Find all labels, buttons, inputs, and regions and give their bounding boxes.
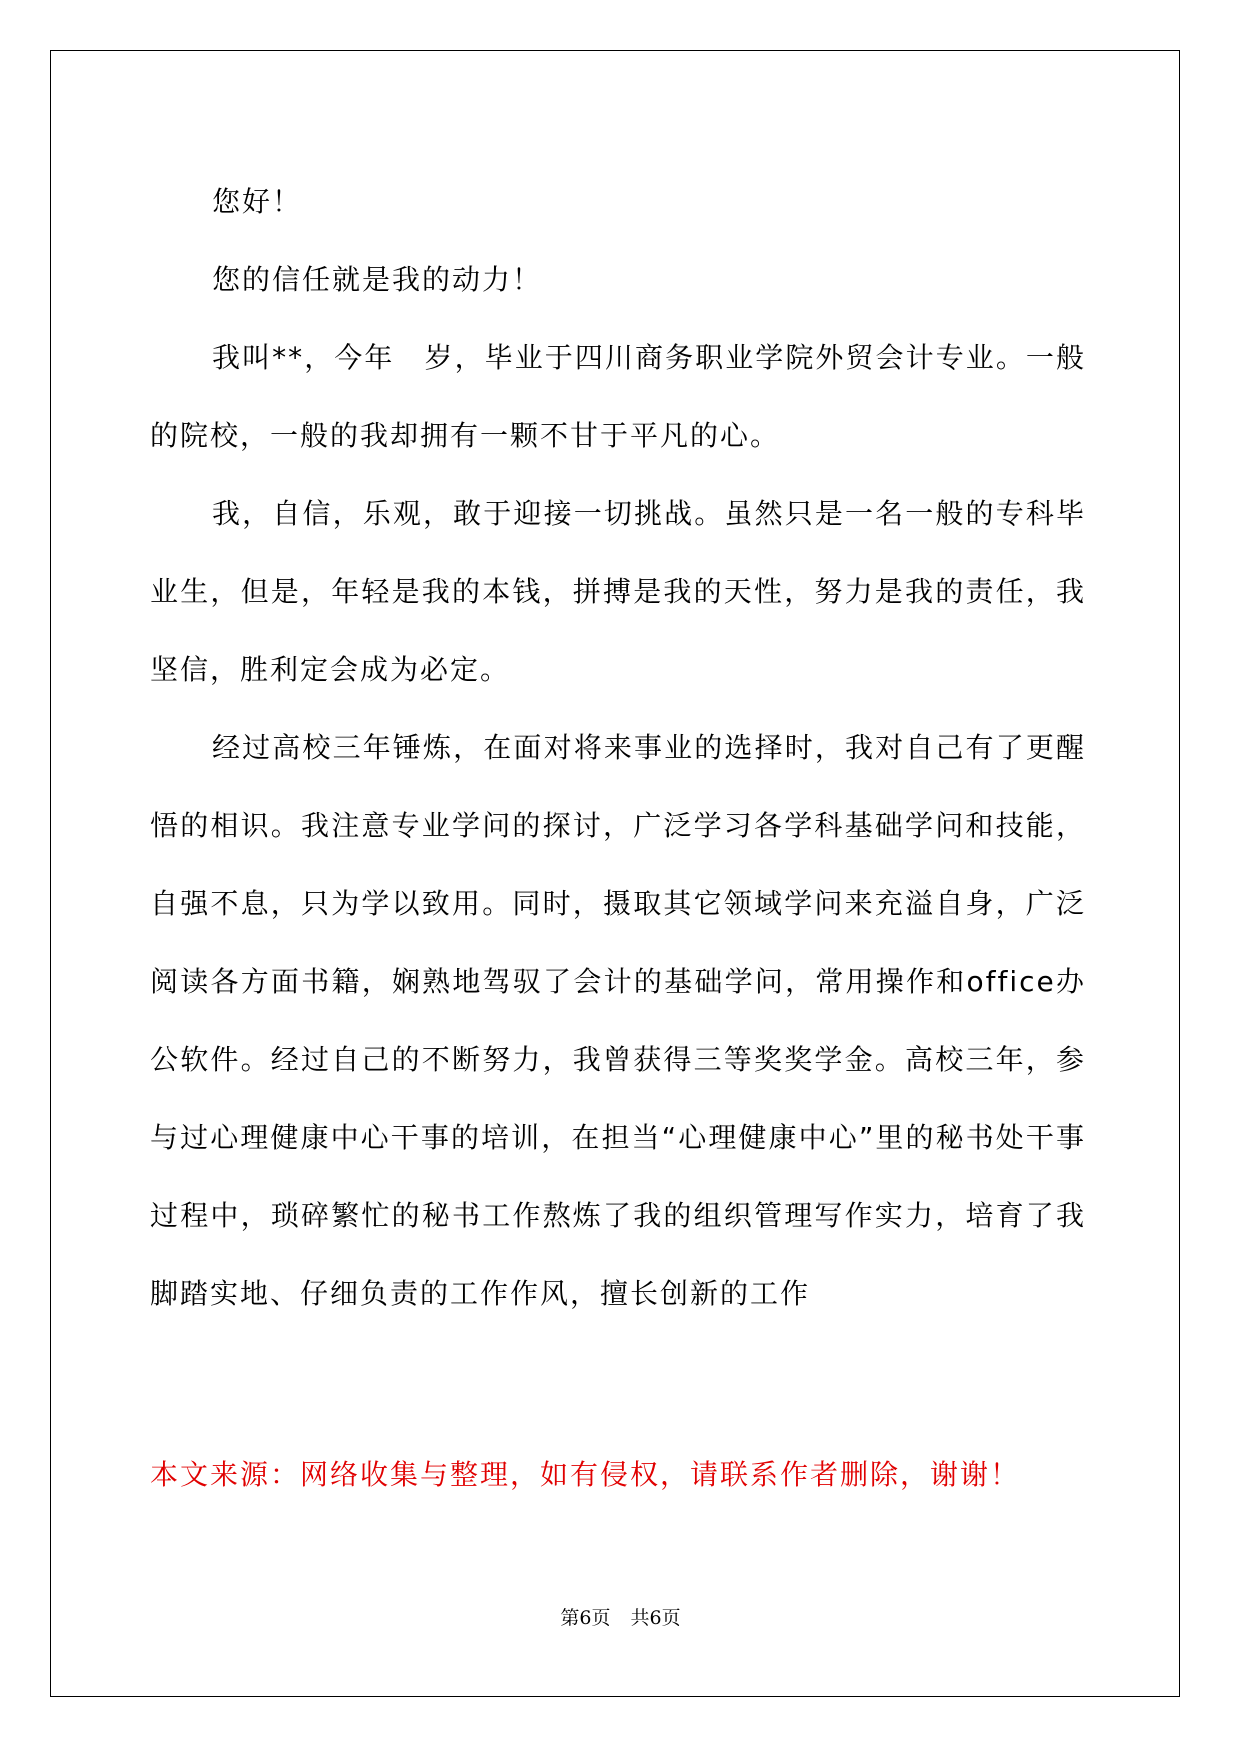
total-page-count: 共6页: [630, 1607, 681, 1629]
intro-paragraph: 我叫**，今年 岁，毕业于四川商务职业学院外贸会计专业。一般的院校，一般的我却拥有一颗不甘于平凡的心。: [150, 341, 1086, 452]
experience-paragraph: 经过高校三年锤炼，在面对将来事业的选择时，我对自己有了更醒悟的相识。我注意专业学问的探讨，广泛学习各学科基础学问和技能，自强不息，只为学以致用。同时，摄取其它领域学问来充溢自身，广泛阅读各方面书籍，娴熟地驾驭了会计的基础学问，常用操作和office办公软件。经过自己的不断努力，我曾获得三等奖奖学金。高校三年，参与过心理健康中心干事的培训，在担当“心理健康中心”里的秘书处干事过程中，琐碎繁忙的秘书工作熬炼了我的组织管理写作实力，培育了我脚踏实地、仔细负责的工作作风，擅长创新的工作: [150, 731, 1086, 1310]
document-body: [150, 163, 1086, 1333]
source-notice: 本文来源：网络收集与整理，如有侵权，请联系作者删除，谢谢！: [150, 1458, 1021, 1491]
trust-paragraph: 您的信任就是我的动力！: [212, 263, 543, 296]
personality-paragraph: 我，自信，乐观，敢于迎接一切挑战。虽然只是一名一般的专科毕业生，但是，年轻是我的本钱，拼搏是我的天性，努力是我的责任，我坚信，胜利定会成为必定。: [150, 497, 1086, 686]
current-page-number: 第6页: [560, 1607, 611, 1629]
greeting-paragraph: 您好！: [212, 185, 303, 218]
page-footer: [0, 1605, 1241, 1631]
